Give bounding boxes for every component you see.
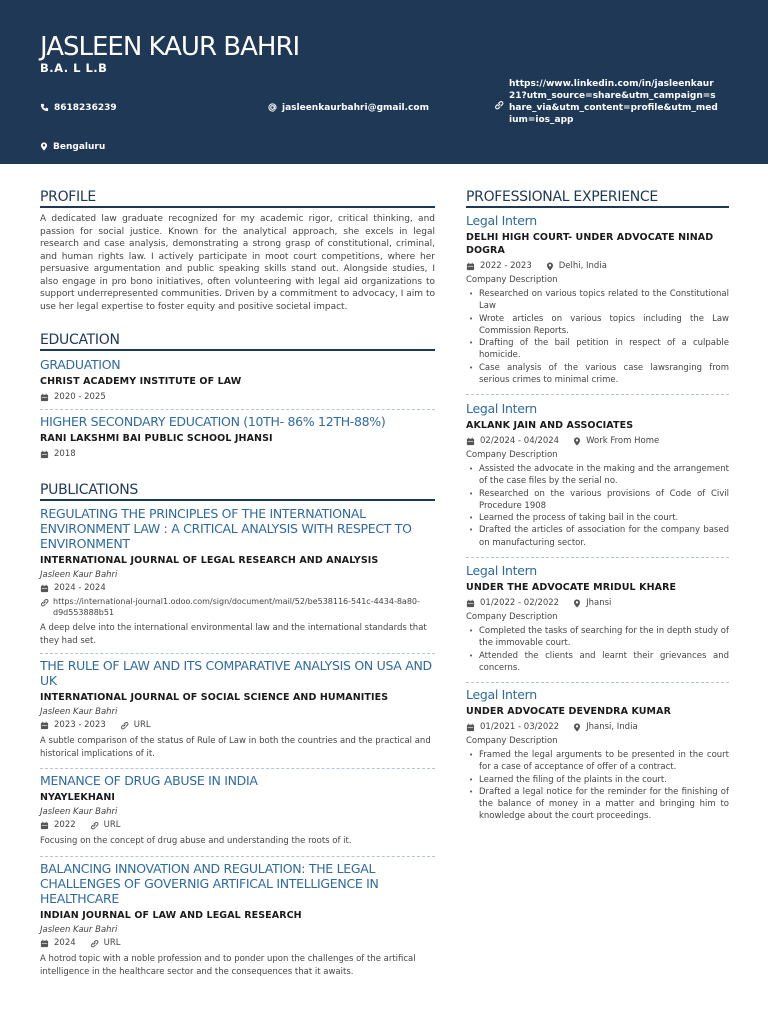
experience-role: Legal Intern bbox=[466, 563, 537, 578]
dates-text: 2020 - 2025 bbox=[54, 392, 106, 402]
experience-company: AKLANK JAIN AND ASSOCIATES bbox=[466, 420, 634, 431]
publication-url-link[interactable]: URL bbox=[103, 820, 121, 830]
link-icon bbox=[90, 821, 99, 830]
education-entry bbox=[40, 414, 435, 460]
publication-description: Focusing on the concept of drug abuse and understanding the roots of it. bbox=[40, 836, 352, 846]
section-title-experience: PROFESSIONAL EXPERIENCE bbox=[466, 189, 658, 205]
publication-dates bbox=[40, 820, 435, 831]
link-icon bbox=[120, 721, 129, 730]
entry-divider bbox=[40, 768, 435, 769]
bullet-item: • Learned the filing of the plaints in the court. bbox=[466, 774, 729, 786]
education-school: CHRIST ACADEMY INSTITUTE OF LAW bbox=[40, 376, 242, 387]
dates-text: 2022 - 2023 bbox=[480, 261, 532, 271]
dates-text: 2024 bbox=[54, 938, 76, 948]
publication-url-link[interactable]: URL bbox=[133, 720, 151, 730]
experience-bullets bbox=[466, 625, 729, 674]
experience-bullets bbox=[466, 463, 729, 549]
publication-title: THE RULE OF LAW AND ITS COMPARATIVE ANALYSIS ON USA AND UK bbox=[40, 658, 432, 688]
publication-publisher: NYAYLEKHANI bbox=[40, 792, 116, 803]
experience-meta bbox=[466, 436, 729, 447]
link-icon bbox=[494, 100, 504, 110]
publication-entry bbox=[40, 861, 435, 978]
experience-company: UNDER THE ADVOCATE MRIDUL KHARE bbox=[466, 582, 677, 593]
location-text: Bengaluru bbox=[53, 142, 106, 152]
calendar-icon bbox=[466, 599, 475, 608]
section-rule bbox=[466, 206, 729, 208]
publication-dates bbox=[40, 583, 435, 594]
dates-text: 2023 - 2023 bbox=[54, 720, 106, 730]
contact-linkedin[interactable] bbox=[494, 78, 719, 126]
publication-description: A hotrod topic with a noble profession and to ponder upon the challenges of the artifical intelligence in the healthcare sector and the consequences that it awaits. bbox=[40, 954, 416, 977]
section-rule bbox=[40, 206, 435, 208]
location-icon bbox=[573, 437, 581, 446]
location-text: Jhansi bbox=[586, 598, 612, 608]
education-dates bbox=[40, 449, 435, 460]
section-rule bbox=[40, 499, 435, 501]
calendar-icon bbox=[466, 262, 475, 271]
bullet-item: • Case analysis of the various case lawsranging from serious crimes to minimal crime. bbox=[466, 362, 729, 387]
publication-title: REGULATING THE PRINCIPLES OF THE INTERNATIONAL ENVIRONMENT LAW : A CRITICAL ANALYSIS WITH RESPECT TO ENVIRONMENT bbox=[40, 506, 412, 551]
experience-entry bbox=[466, 563, 729, 674]
bullet-item: • Drafting of the bail petition in respect of a culpable homicide. bbox=[466, 337, 729, 362]
calendar-icon bbox=[40, 584, 49, 593]
profile-summary: A dedicated law graduate recognized for my academic rigor, critical thinking, and passion for social justice. Known for the analytical approach, she excels in legal research and case analysis, demonstrating a strong grasp of constitutional, criminal, and human rights law. I actively participate in moot court competitions, where her persuasive argumentation and public speaking skills stand out. Alongside studies, I also engage in pro bono initiatives, often volunteering with legal aid organizations to support underrepresented communities. Driven by a commitment to advocacy, I aim to use her legal expertise to foster equity and positive societal impact. bbox=[40, 214, 435, 312]
experience-company: DELHI HIGH COURT- UNDER ADVOCATE NINAD DOGRA bbox=[466, 232, 714, 256]
location-icon bbox=[573, 723, 581, 732]
company-description-label: Company Description bbox=[466, 736, 558, 746]
publication-entry bbox=[40, 658, 435, 760]
company-description-label: Company Description bbox=[466, 275, 558, 285]
location-icon bbox=[573, 599, 581, 608]
link-icon bbox=[40, 598, 49, 607]
entry-divider bbox=[466, 394, 729, 395]
bullet-item: • Drafted a legal notice for the reminder for the finishing of the balance of money in a matter and bringing him to knowledge about the court proceedings. bbox=[466, 786, 729, 823]
publication-publisher: INDIAN JOURNAL OF LAW AND LEGAL RESEARCH bbox=[40, 910, 302, 921]
section-title-profile: PROFILE bbox=[40, 189, 96, 205]
bullet-item: • Researched on various topics related to the Constitutional Law bbox=[466, 288, 729, 313]
publication-description: A subtle comparison of the status of Rule of Law in both the countries and the practical and historical implications of it. bbox=[40, 736, 431, 759]
calendar-icon bbox=[40, 939, 49, 948]
experience-bullets bbox=[466, 288, 729, 386]
publication-title: MENANCE OF DRUG ABUSE IN INDIA bbox=[40, 773, 258, 788]
linkedin-text: https://www.linkedin.com/in/jasleenkaur21?utm_source=share&utm_campaign=share_via&utm_content=profile&utm_medium=ios_app bbox=[509, 79, 718, 125]
experience-bullets bbox=[466, 749, 729, 823]
candidate-name: JASLEEN KAUR BAHRI bbox=[40, 32, 300, 62]
dates-text: 2024 - 2024 bbox=[54, 583, 106, 593]
company-description-label: Company Description bbox=[466, 612, 558, 622]
bullet-item: • Wrote articles on various topics including the Law Commission Reports. bbox=[466, 313, 729, 338]
entry-divider bbox=[40, 409, 435, 410]
entry-divider bbox=[40, 856, 435, 857]
email-icon bbox=[268, 103, 277, 112]
experience-entry bbox=[466, 401, 729, 549]
calendar-icon bbox=[40, 821, 49, 830]
calendar-icon bbox=[40, 450, 49, 459]
education-degree: HIGHER SECONDARY EDUCATION (10TH- 86% 12TH-88%) bbox=[40, 414, 386, 429]
publication-publisher: INTERNATIONAL JOURNAL OF SOCIAL SCIENCE AND HUMANITIES bbox=[40, 692, 389, 703]
link-icon bbox=[90, 939, 99, 948]
education-school: RANI LAKSHMI BAI PUBLIC SCHOOL JHANSI bbox=[40, 433, 273, 444]
calendar-icon bbox=[466, 723, 475, 732]
bullet-item: • Assisted the advocate in the making and the arrangement of the case files by the serial no. bbox=[466, 463, 729, 488]
experience-meta bbox=[466, 261, 729, 272]
experience-meta bbox=[466, 722, 729, 733]
contact-email[interactable] bbox=[268, 102, 429, 114]
candidate-degree: B.A. L L.B bbox=[40, 61, 108, 75]
publication-author: Jasleen Kaur Bahri bbox=[40, 807, 118, 817]
experience-role: Legal Intern bbox=[466, 687, 537, 702]
publication-description: A deep delve into the international environmental law and the international standards that they had set. bbox=[40, 623, 427, 646]
location-icon bbox=[546, 262, 554, 271]
location-text: Jhansi, India bbox=[586, 722, 638, 732]
entry-divider bbox=[466, 557, 729, 558]
location-text: Delhi, India bbox=[558, 261, 607, 271]
publication-link[interactable] bbox=[40, 596, 435, 618]
publication-entry bbox=[40, 773, 435, 848]
calendar-icon bbox=[40, 393, 49, 402]
experience-entry bbox=[466, 213, 729, 386]
link-text: https://international-journal1.odoo.com/sign/document/mail/52/be538116-541c-4434-8a80-d9d553888b51 bbox=[53, 597, 420, 617]
resume-header bbox=[0, 0, 768, 164]
publication-author: Jasleen Kaur Bahri bbox=[40, 570, 118, 580]
publication-publisher: INTERNATIONAL JOURNAL OF LEGAL RESEARCH AND ANALYSIS bbox=[40, 555, 379, 566]
experience-role: Legal Intern bbox=[466, 401, 537, 416]
section-rule bbox=[40, 349, 435, 351]
section-title-education: EDUCATION bbox=[40, 332, 120, 348]
company-description-label: Company Description bbox=[466, 450, 558, 460]
education-degree: GRADUATION bbox=[40, 357, 121, 372]
experience-entry bbox=[466, 687, 729, 823]
entry-divider bbox=[40, 653, 435, 654]
experience-meta bbox=[466, 598, 729, 609]
phone-icon bbox=[40, 103, 49, 112]
experience-role: Legal Intern bbox=[466, 213, 537, 228]
dates-text: 2018 bbox=[54, 449, 76, 459]
bullet-item: • Completed the tasks of searching for the in depth study of the immovable court. bbox=[466, 625, 729, 650]
location-icon bbox=[40, 142, 48, 151]
email-text: jasleenkaurbahri@gmail.com bbox=[282, 103, 429, 113]
contact-phone[interactable] bbox=[40, 102, 117, 114]
bullet-item: • Learned the process of taking bail in the court. bbox=[466, 512, 729, 524]
bullet-item: • Researched on the various provisions of Code of Civil Procedure 1908 bbox=[466, 488, 729, 513]
bullet-item: • Attended the clients and learnt their grievances and concerns. bbox=[466, 650, 729, 675]
publication-author: Jasleen Kaur Bahri bbox=[40, 925, 118, 935]
location-text: Work From Home bbox=[586, 436, 660, 446]
section-title-publications: PUBLICATIONS bbox=[40, 482, 138, 498]
experience-company: UNDER ADVOCATE DEVENDRA KUMAR bbox=[466, 706, 671, 717]
dates-text: 01/2021 - 03/2022 bbox=[480, 722, 560, 732]
phone-text: 8618236239 bbox=[54, 103, 117, 113]
contact-location bbox=[40, 141, 105, 153]
bullet-item: • Drafted the articles of association for the company based on manufacturing sector. bbox=[466, 524, 729, 549]
bullet-item: • Framed the legal arguments to be presented in the court for a case of acceptance of offer of a contract. bbox=[466, 749, 729, 774]
education-dates bbox=[40, 392, 435, 403]
publication-title: BALANCING INNOVATION AND REGULATION: THE LEGAL CHALLENGES OF GOVERNIG ARTIFICAL INTELLIGENCE IN HEALTHCARE bbox=[40, 861, 379, 906]
publication-dates bbox=[40, 720, 435, 731]
publication-entry bbox=[40, 506, 435, 647]
dates-text: 02/2024 - 04/2024 bbox=[480, 436, 560, 446]
calendar-icon bbox=[40, 721, 49, 730]
education-entry bbox=[40, 357, 435, 403]
calendar-icon bbox=[466, 437, 475, 446]
dates-text: 2022 bbox=[54, 820, 76, 830]
dates-text: 01/2022 - 02/2022 bbox=[480, 598, 560, 608]
publication-author: Jasleen Kaur Bahri bbox=[40, 707, 118, 717]
entry-divider bbox=[466, 682, 729, 683]
publication-url-link[interactable]: URL bbox=[103, 938, 121, 948]
publication-dates bbox=[40, 938, 435, 949]
